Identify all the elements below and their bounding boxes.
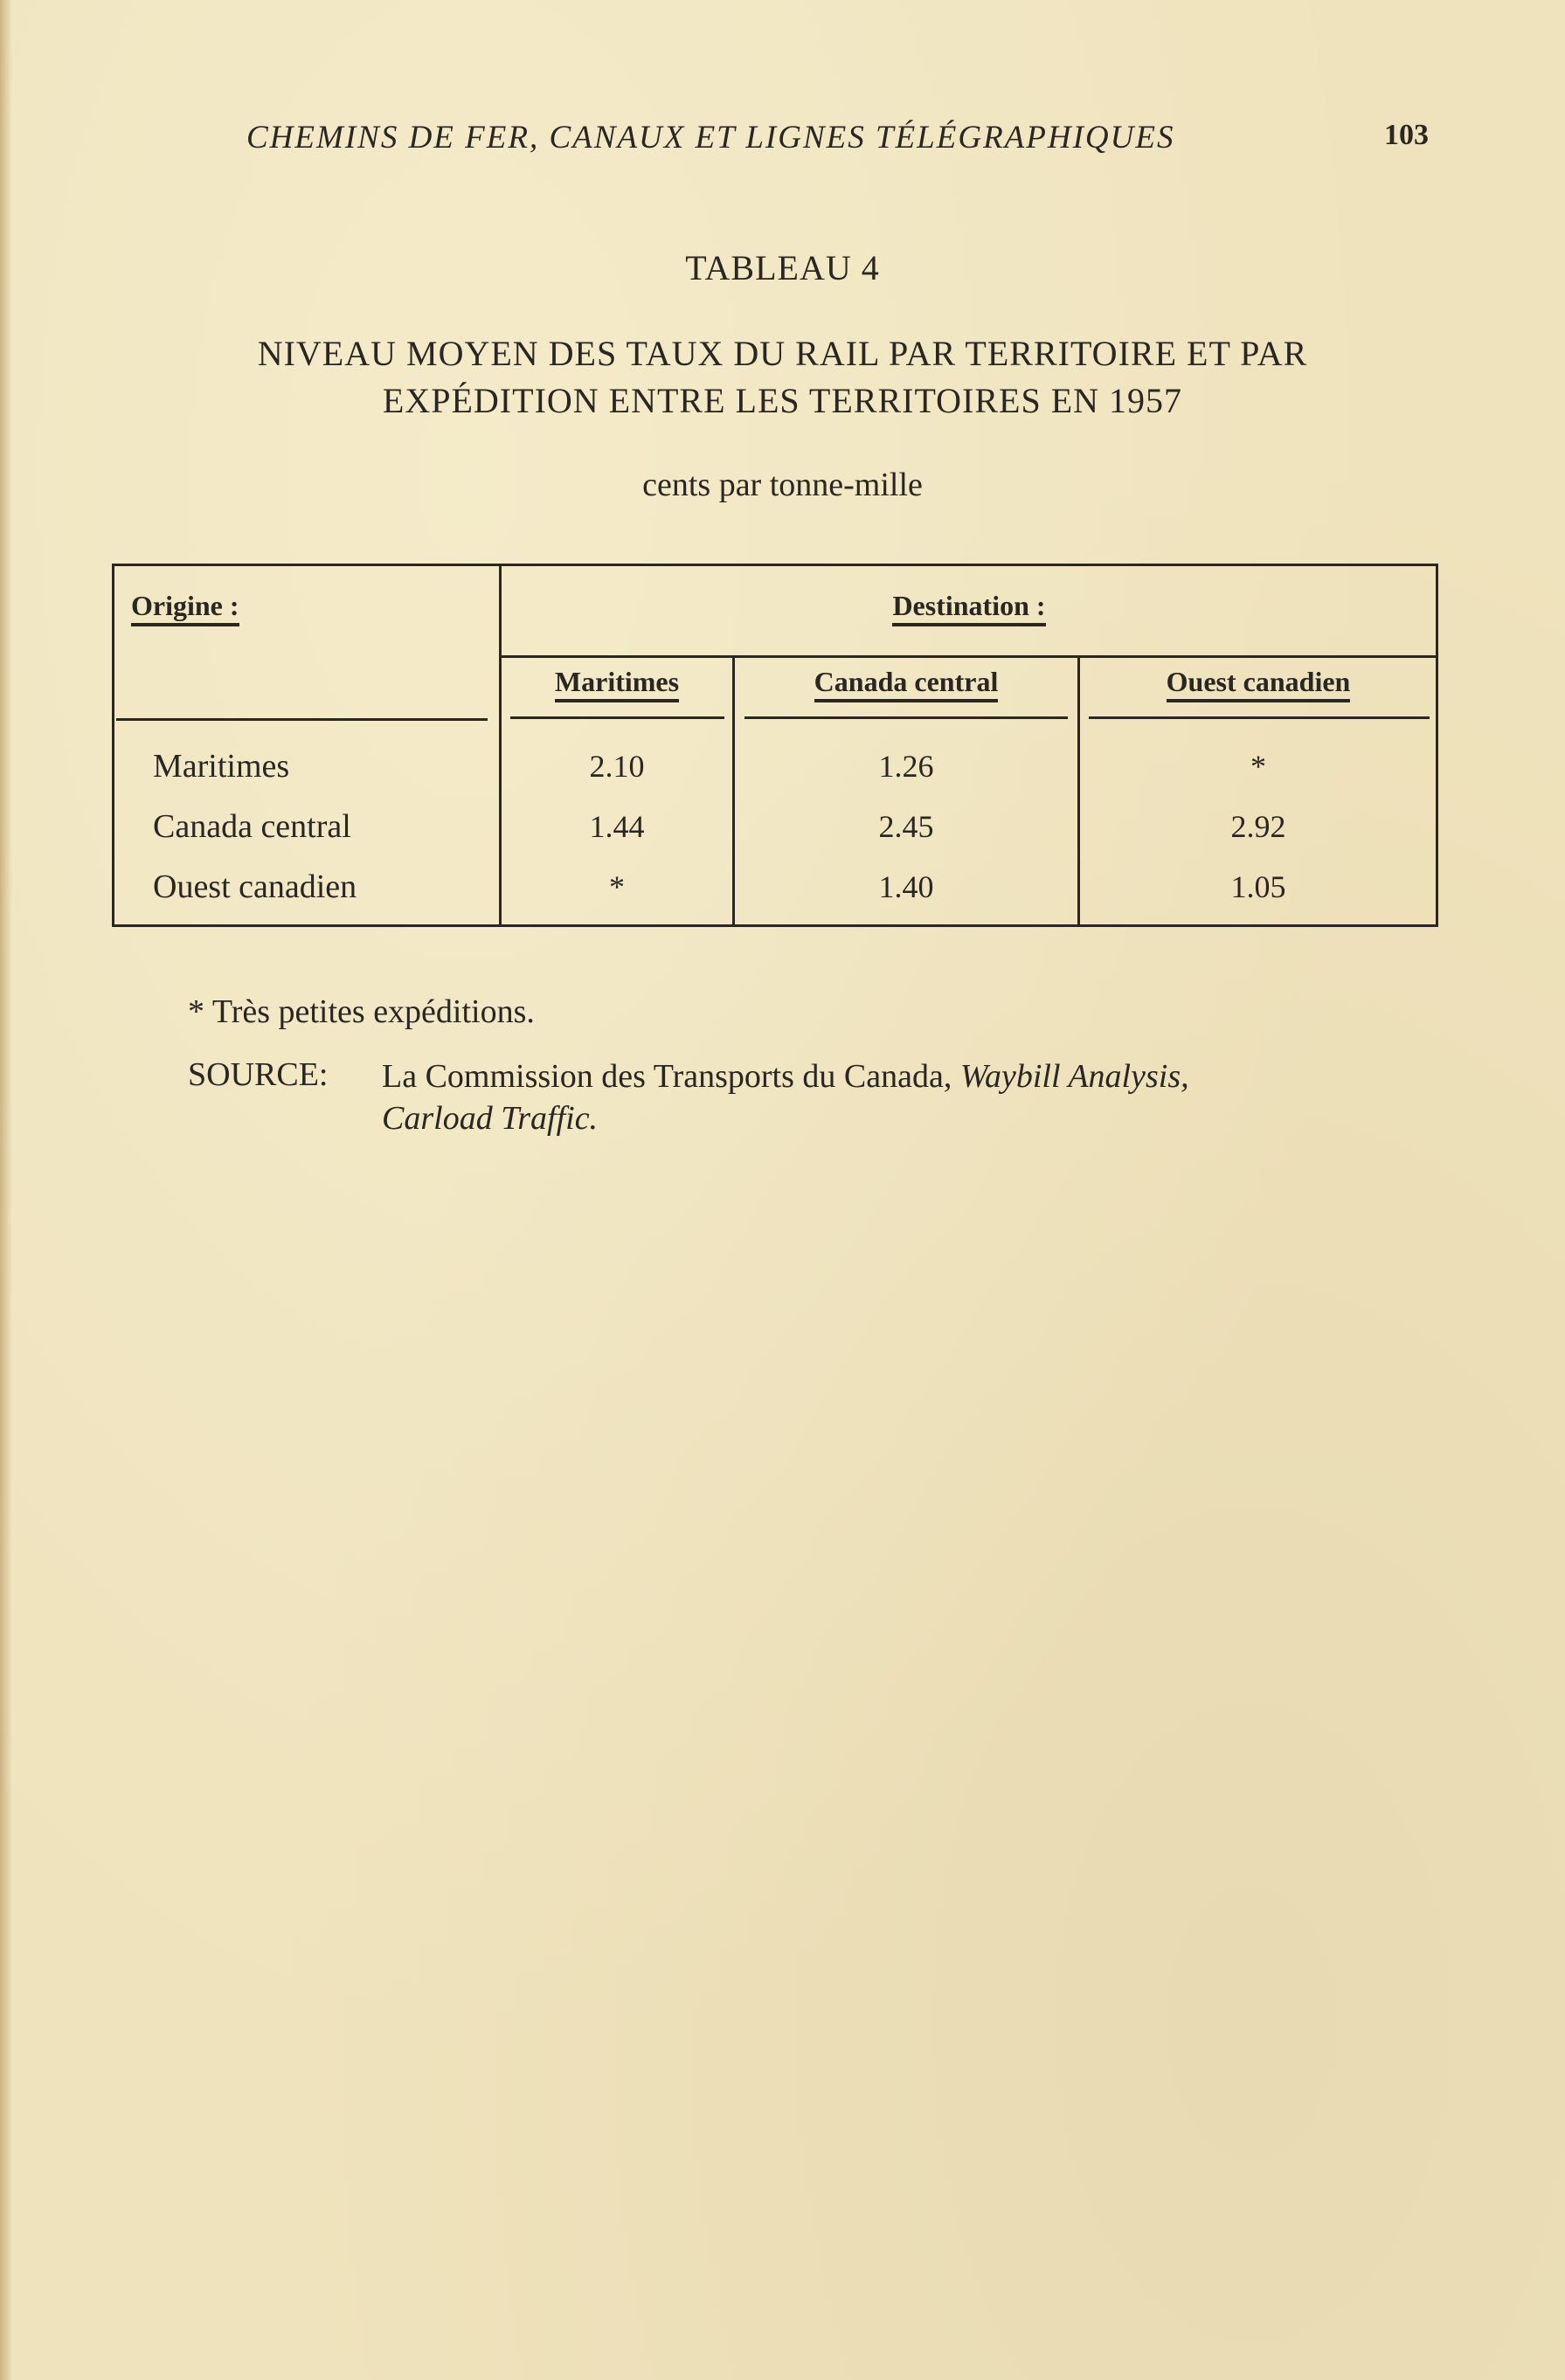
destination-header-label: Destination : xyxy=(892,590,1045,626)
row-label-ouest-canadien: Ouest canadien xyxy=(153,868,357,905)
column-header-canada-central xyxy=(735,666,1077,702)
origin-header-rule xyxy=(116,718,488,721)
table-cell: 1.40 xyxy=(878,869,934,904)
column-header-maritimes xyxy=(502,666,732,702)
table-title-line-1: NIVEAU MOYEN DES TAUX DU RAIL PAR TERRITOIRE ET PAR xyxy=(257,334,1308,373)
row-label-maritimes: Maritimes xyxy=(153,748,290,785)
col3-header-rule xyxy=(1089,716,1430,719)
source-text-plain: La Commission des Transports du Canada, xyxy=(382,1058,960,1095)
table-number: TABLEAU 4 xyxy=(685,248,880,287)
table-title xyxy=(131,330,1434,425)
table-cell: 2.92 xyxy=(1230,809,1286,844)
column-header-label: Ouest canadien xyxy=(1167,666,1351,702)
table-title-line-2: EXPÉDITION ENTRE LES TERRITOIRES EN 1957 xyxy=(382,381,1183,420)
table-unit: cents par tonne-mille xyxy=(642,467,923,503)
destination-header xyxy=(502,590,1437,626)
col2-header-rule xyxy=(744,716,1068,719)
row-label-canada-central: Canada central xyxy=(153,808,351,845)
table-cell: 1.44 xyxy=(589,809,645,844)
table-cell: 1.26 xyxy=(878,749,934,784)
table-cell: 2.45 xyxy=(878,809,934,844)
column-header-label: Canada central xyxy=(814,666,999,702)
source-text xyxy=(382,1055,1387,1139)
origin-header-label: Origine : xyxy=(131,590,239,626)
source-text-italic-2: Carload Traffic. xyxy=(382,1100,599,1137)
running-head: CHEMINS DE FER, CANAUX ET LIGNES TÉLÉGRAPHIQUES xyxy=(246,120,1175,156)
column-header-label: Maritimes xyxy=(555,666,679,702)
destination-subheader-rule xyxy=(501,655,1437,658)
table-cell: 2.10 xyxy=(589,749,645,784)
source-text-italic-1: Waybill Analysis, xyxy=(959,1058,1189,1095)
page-number: 103 xyxy=(1384,119,1429,151)
origin-header xyxy=(131,590,288,626)
column-header-ouest-canadien xyxy=(1080,666,1437,702)
table-cell: * xyxy=(609,869,625,904)
page-edge-shadow xyxy=(0,0,12,2380)
source-label: SOURCE: xyxy=(188,1056,329,1093)
col1-header-rule xyxy=(510,716,724,719)
table-cell: 1.05 xyxy=(1230,869,1286,904)
footnote: * Très petites expéditions. xyxy=(188,993,535,1030)
table-cell: * xyxy=(1250,749,1266,784)
